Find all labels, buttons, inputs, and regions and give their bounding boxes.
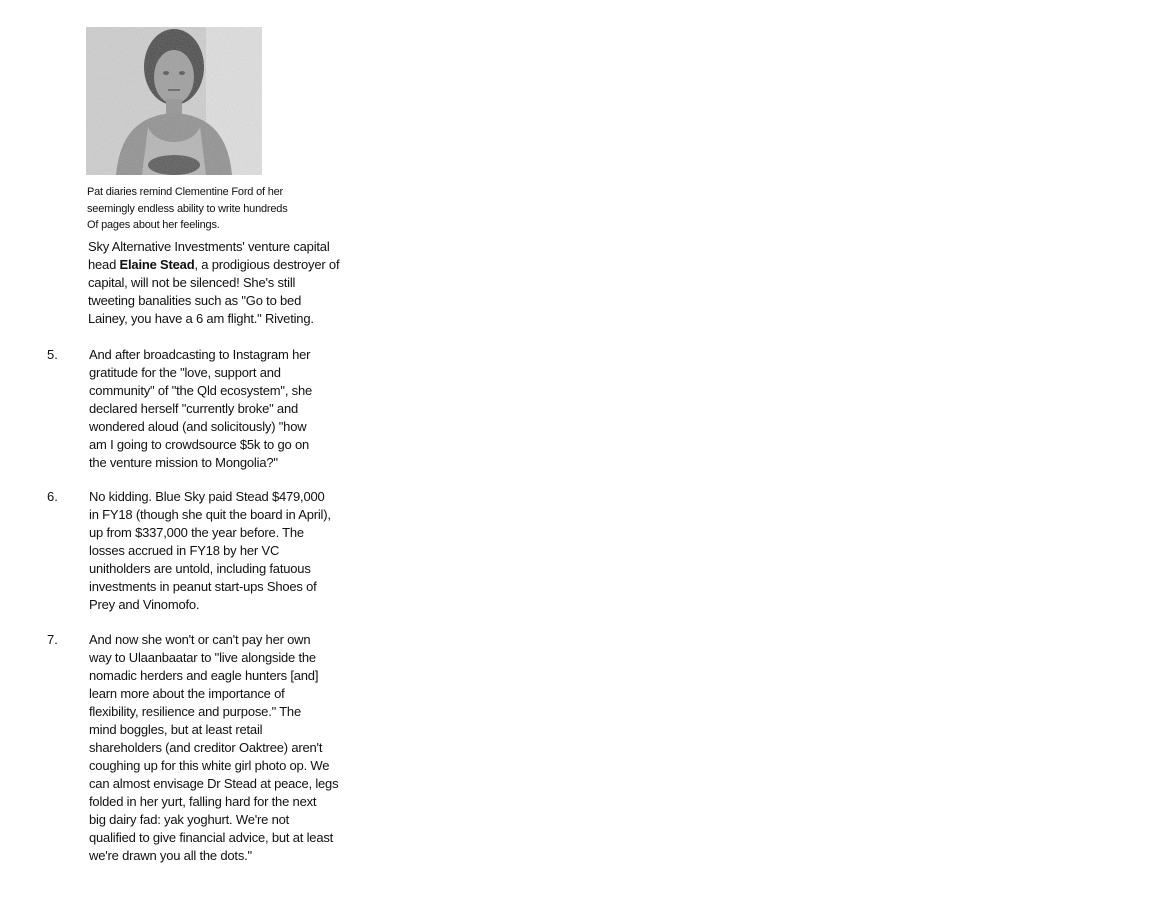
paragraph-line: can almost envisage Dr Stead at peace, legs	[89, 776, 339, 791]
paragraph-line: nomadic herders and eagle hunters [and]	[89, 668, 319, 683]
paragraph-line: up from $337,000 the year before. The	[89, 525, 304, 540]
caption-line: seemingly endless ability to write hundreds	[87, 202, 288, 215]
paragraph-number: 7.	[47, 632, 58, 647]
paragraph-number: 5.	[47, 347, 58, 362]
paragraph-line: way to Ulaanbaatar to "live alongside the	[89, 650, 316, 665]
paragraph-line: community" of "the Qld ecosystem", she	[89, 383, 312, 398]
paragraph-line: mind boggles, but at least retail	[89, 722, 263, 737]
intro-text: , a prodigious destroyer of	[194, 257, 340, 272]
paragraph-line: flexibility, resilience and purpose." The	[89, 704, 301, 719]
intro-line: Sky Alternative Investments' venture capital	[88, 239, 330, 254]
paragraph-text	[89, 346, 389, 472]
paragraph-line: investments in peanut start-ups Shoes of	[89, 579, 317, 594]
portrait-photo-icon	[86, 27, 262, 175]
intro-paragraph	[88, 238, 378, 328]
paragraph-line: No kidding. Blue Sky paid Stead $479,000	[89, 489, 325, 504]
paragraph-line: shareholders (and creditor Oaktree) aren't	[89, 740, 323, 755]
paragraph-line: gratitude for the "love, support and	[89, 365, 281, 380]
paragraph-line: we're drawn you all the dots."	[89, 848, 252, 863]
paragraph-line: wondered aloud (and solicitously) "how	[89, 419, 307, 434]
intro-line: capital, will not be silenced! She's still	[88, 275, 296, 290]
paragraph-line: And after broadcasting to Instagram her	[89, 347, 311, 362]
paragraph-line: losses accrued in FY18 by her VC	[89, 543, 280, 558]
person-name: Elaine Stead	[119, 257, 195, 272]
paragraph-line: declared herself "currently broke" and	[89, 401, 299, 416]
intro-text: head	[88, 257, 120, 272]
intro-line	[88, 256, 378, 274]
paragraph-text	[89, 631, 389, 865]
paragraph-line: coughing up for this white girl photo op. We	[89, 758, 330, 773]
paragraph-line: Prey and Vinomofo.	[89, 597, 200, 612]
paragraph-number: 6.	[47, 489, 58, 504]
paragraph-line: learn more about the importance of	[89, 686, 285, 701]
paragraph-line: in FY18 (though she quit the board in April),	[89, 507, 331, 522]
paragraph-line: the venture mission to Mongolia?"	[89, 455, 278, 470]
paragraph-line: unitholders are untold, including fatuous	[89, 561, 311, 576]
paragraph-text	[89, 488, 389, 614]
paragraph-line: folded in her yurt, falling hard for the next	[89, 794, 317, 809]
portrait-photo	[86, 27, 262, 175]
paragraph-line: And now she won't or can't pay her own	[89, 632, 311, 647]
paragraph-line: big dairy fad: yak yoghurt. We're not	[89, 812, 290, 827]
photo-caption	[87, 184, 327, 234]
caption-line: Pat diaries remind Clementine Ford of her	[87, 186, 284, 198]
caption-line: Of pages about her feelings.	[87, 219, 220, 231]
paragraph-line: am I going to crowdsource $5k to go on	[89, 437, 310, 452]
intro-line: Lainey, you have a 6 am flight." Riveting.	[88, 311, 314, 326]
intro-line: tweeting banalities such as "Go to bed	[88, 293, 302, 308]
paragraph-line: qualified to give financial advice, but at least	[89, 830, 334, 845]
